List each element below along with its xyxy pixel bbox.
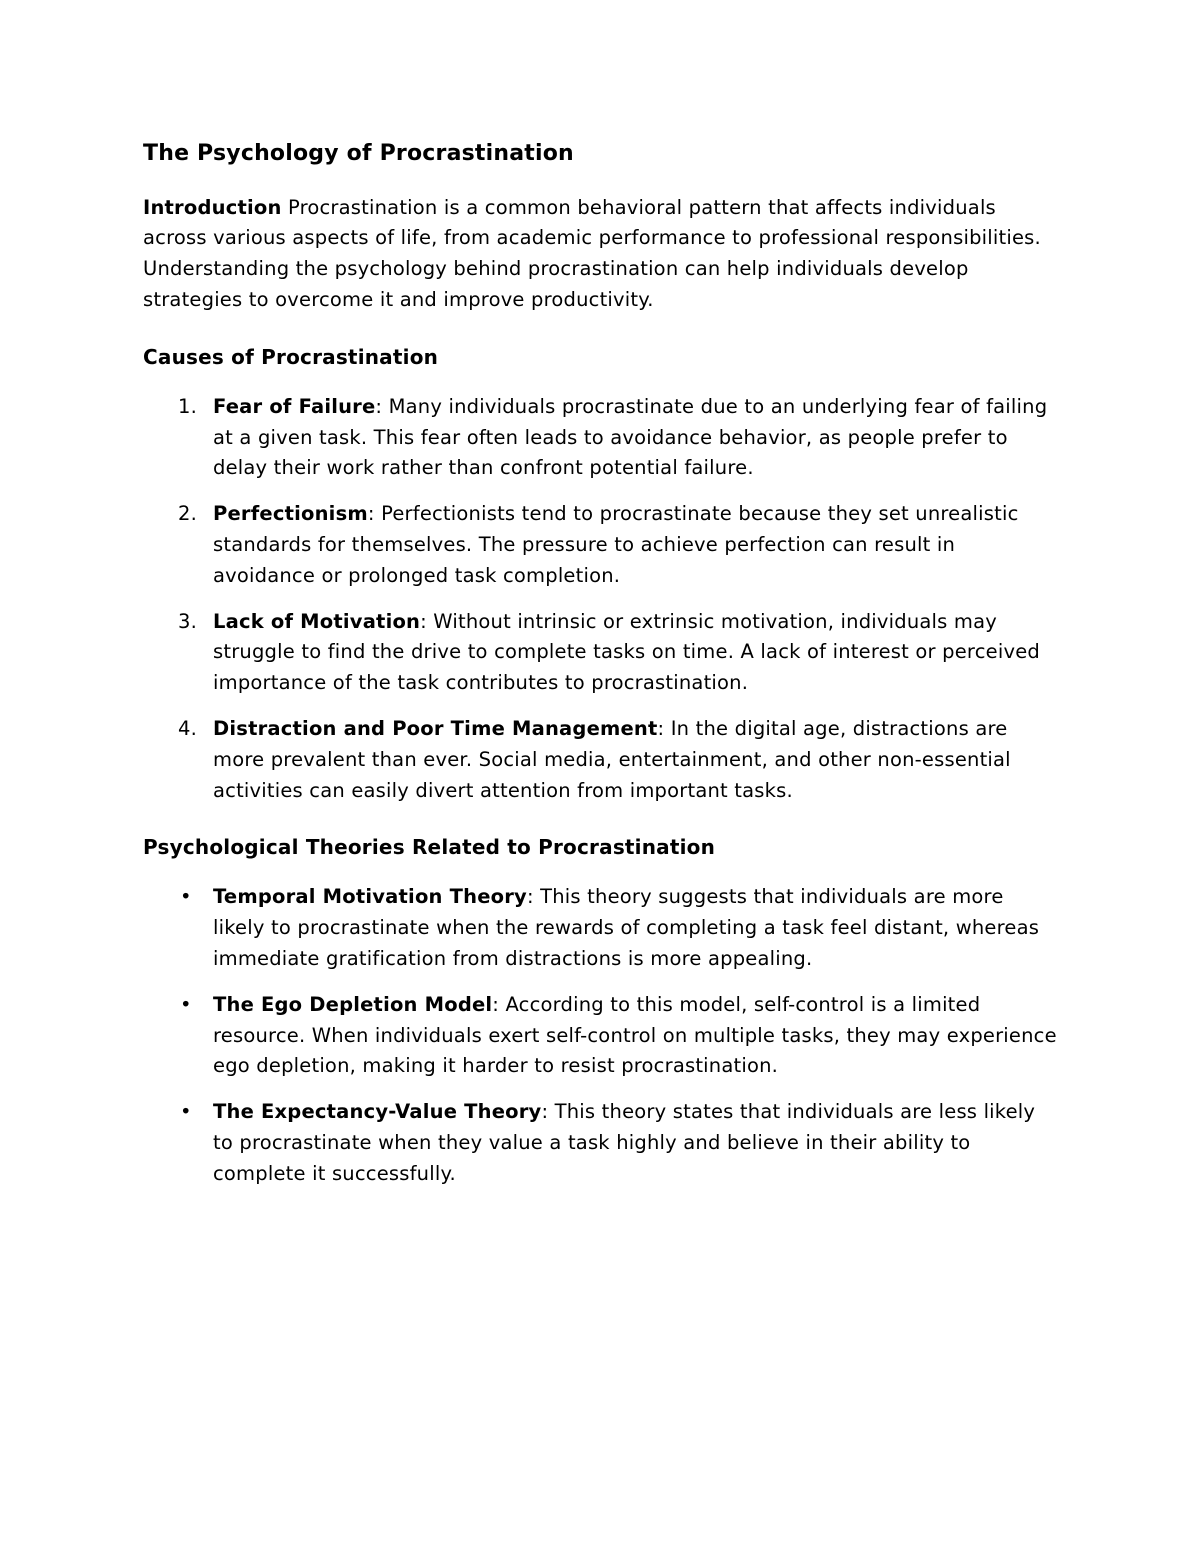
- item-text: : This theory suggests that individuals are more likely to procrastinate when the rewards of completing a task feel distant, whereas immediate gratification from distractions is more appealing.: [213, 885, 1040, 970]
- item-text: : This theory states that individuals are less likely to procrastinate when they value a task highly and believe in their ability to complete it successfully.: [213, 1100, 1036, 1185]
- item-text: : Perfectionists tend to procrastinate because they set unrealistic standards for themselves. The pressure to achieve perfection can result in avoidance or prolonged task completion.: [213, 502, 1019, 587]
- list-item: [143, 607, 1057, 699]
- item-text: : According to this model, self-control is a limited resource. When individuals exert self-control on multiple tasks, they may experience ego depletion, making it harder to resist procrastination.: [213, 992, 1057, 1078]
- item-term: The Ego Depletion Model: [213, 992, 493, 1016]
- item-term: The Expectancy-Value Theory: [213, 1100, 542, 1124]
- item-term: Fear of Failure: [213, 394, 376, 418]
- theories-list: [143, 882, 1057, 1189]
- item-term: Distraction and Poor Time Management: [213, 716, 658, 740]
- list-item: [143, 714, 1057, 806]
- item-text: : In the digital age, distractions are more prevalent than ever. Social media, entertainment, and other non-essential activities can easily divert attention from important tasks.: [213, 716, 1011, 802]
- causes-list: [143, 392, 1057, 807]
- intro-lead: Introduction: [143, 195, 282, 219]
- item-text: : Without intrinsic or extrinsic motivation, individuals may struggle to find the drive to complete tasks on time. A lack of interest or perceived importance of the task contributes to procrastination.: [213, 609, 1040, 695]
- item-term: Perfectionism: [213, 502, 368, 526]
- list-item: [143, 990, 1057, 1082]
- intro-paragraph: [143, 193, 1057, 316]
- intro-text: Procrastination is a common behavioral pattern that affects individuals across various aspects of life, from academic performance to professional responsibilities. Understanding the psychology behind procrastination can help individuals develop strategies to overcome it and improve productivity.: [143, 195, 1041, 311]
- item-text: : Many individuals procrastinate due to an underlying fear of failing at a given task. This fear often leads to avoidance behavior, as people prefer to delay their work rather than confront potential failure.: [213, 394, 1048, 480]
- item-term: Lack of Motivation: [213, 609, 421, 633]
- section-heading-theories: Psychological Theories Related to Procrastination: [143, 835, 716, 860]
- section-heading-causes: Causes of Procrastination: [143, 344, 439, 369]
- list-item: [143, 499, 1057, 591]
- document-title: The Psychology of Procrastination: [143, 141, 574, 166]
- list-item: [143, 1097, 1057, 1189]
- item-term: Temporal Motivation Theory: [213, 885, 527, 909]
- list-item: [143, 882, 1057, 974]
- list-item: [143, 392, 1057, 484]
